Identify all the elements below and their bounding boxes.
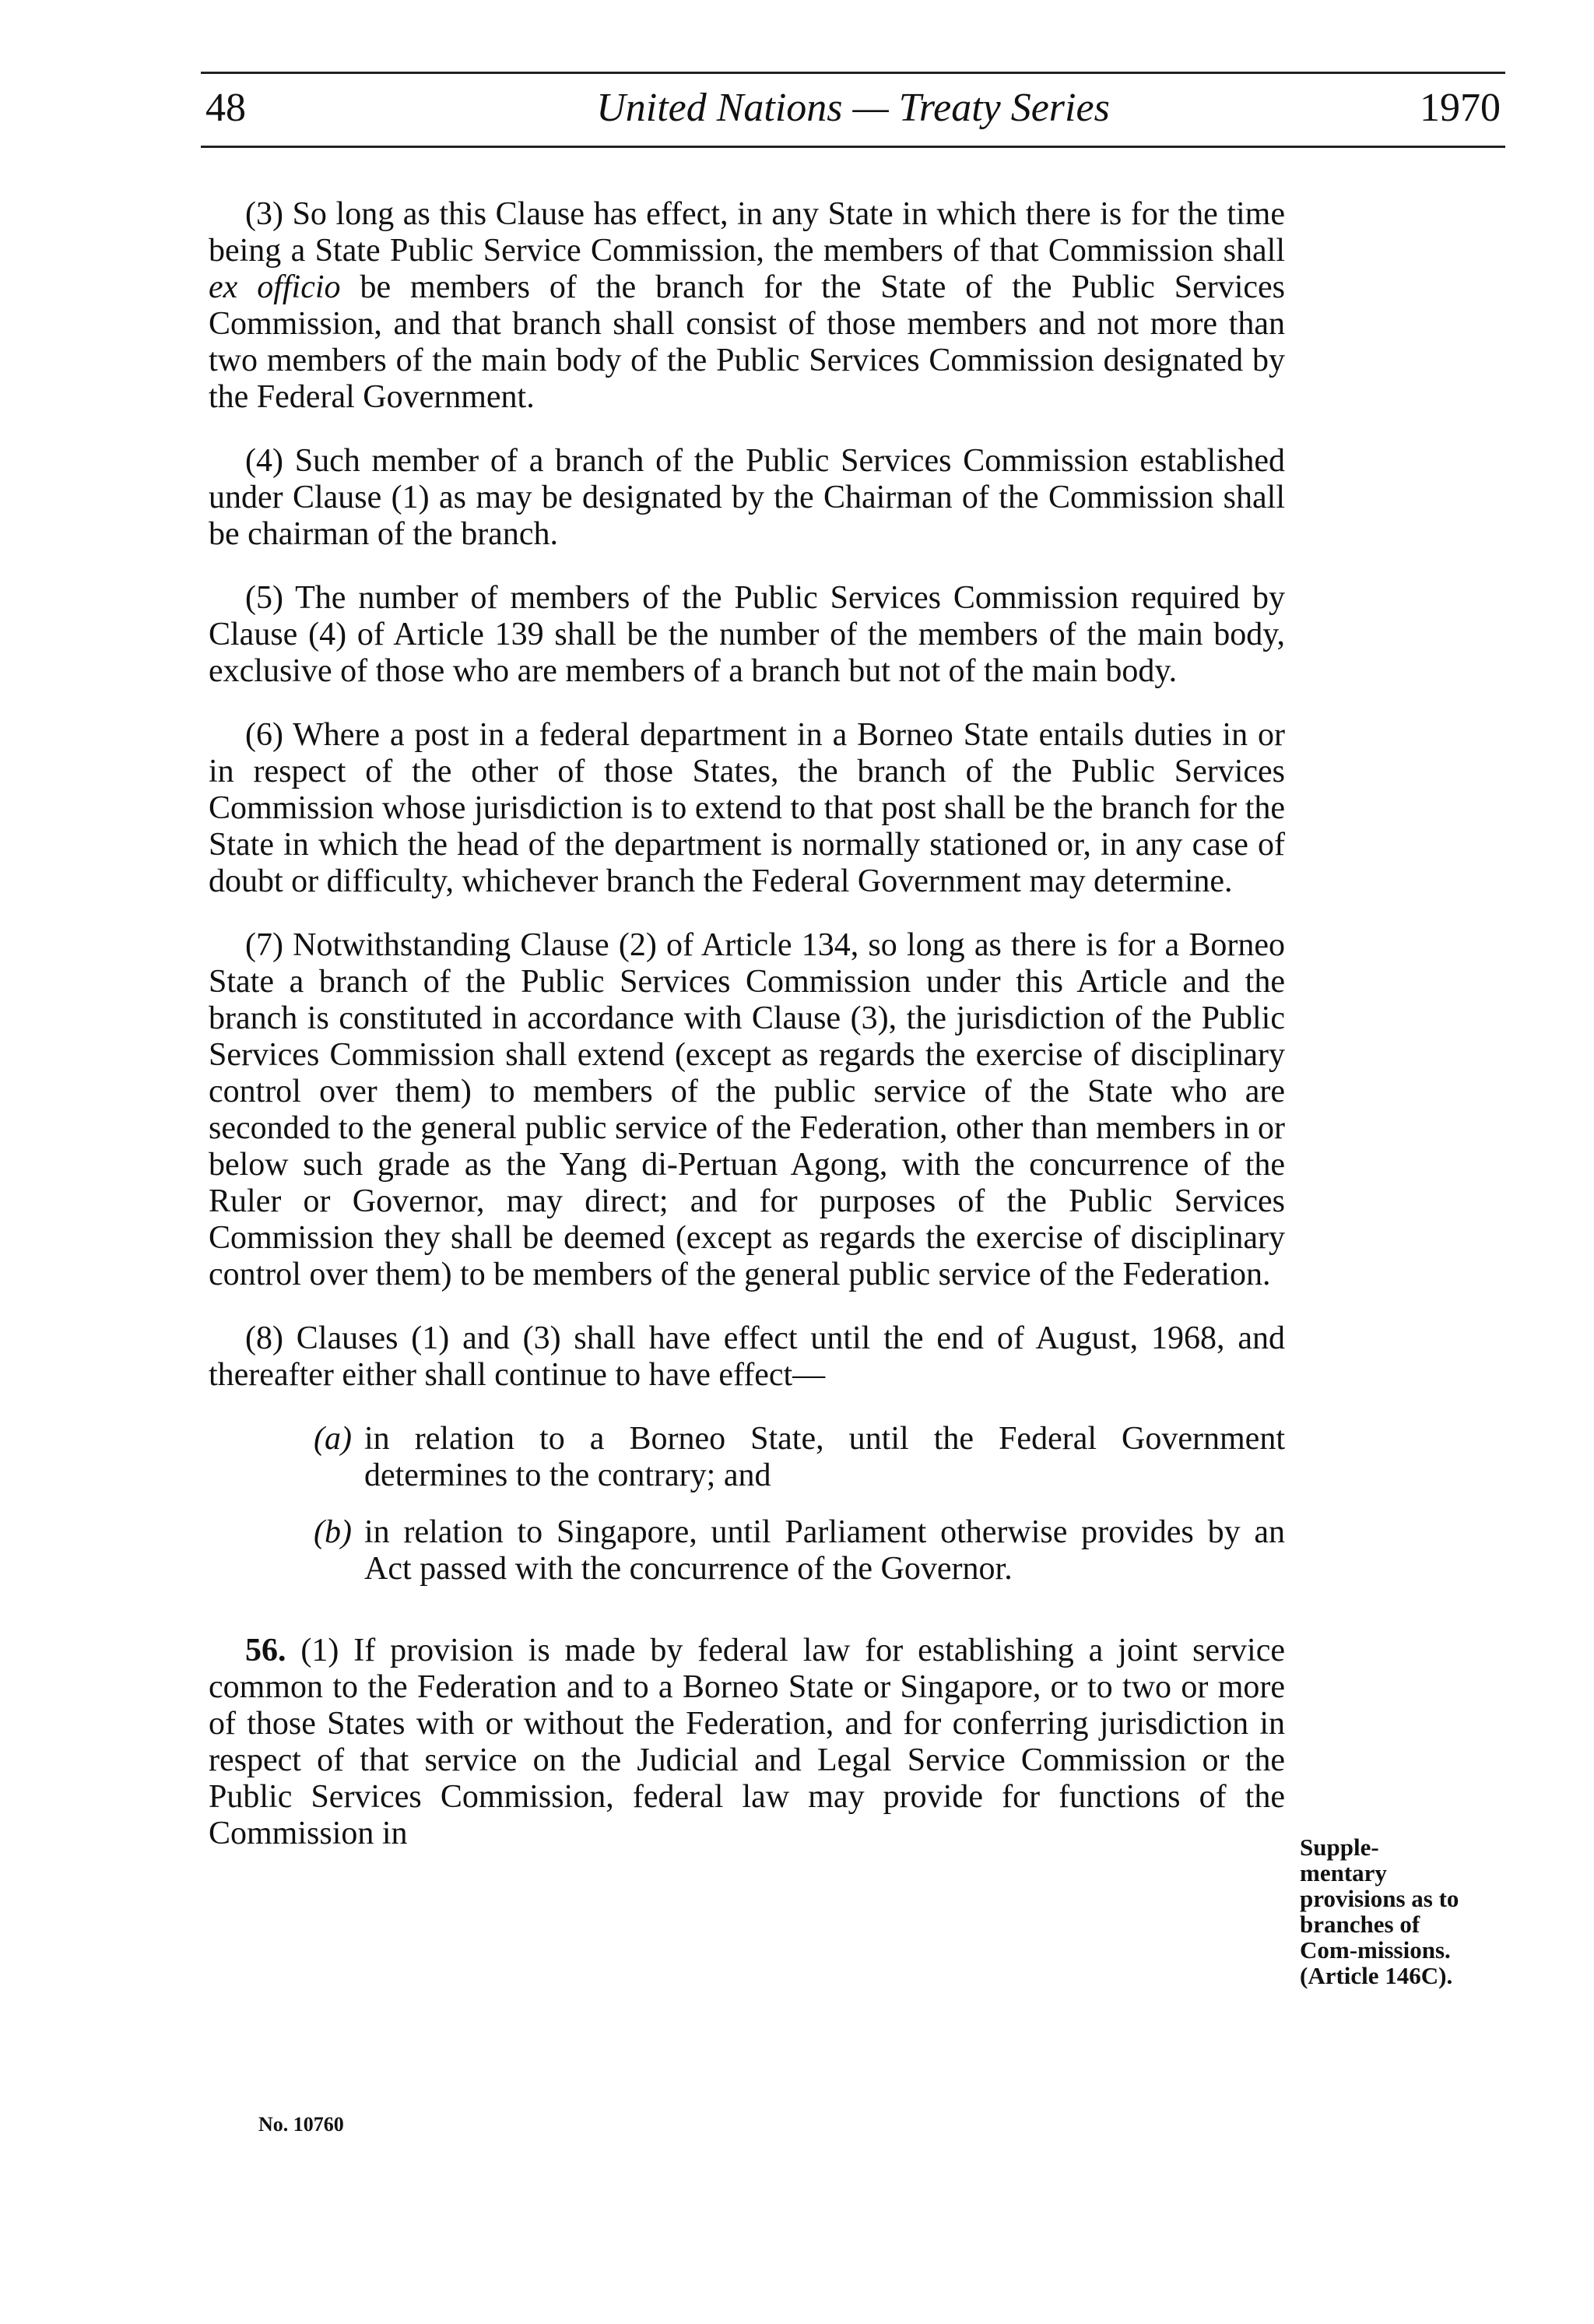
- footer-treaty-number: No. 10760: [258, 2113, 344, 2136]
- paragraph-8a-label: (a): [314, 1421, 352, 1457]
- paragraph-8b-label: (b): [314, 1514, 352, 1550]
- paragraph-8a-text: in relation to a Borneo State, until the Federal Government determines to the contrary; and: [364, 1421, 1285, 1493]
- paragraph-8a: [209, 1421, 1285, 1494]
- margin-note: Supple-mentary provisions as to branches of Com-missions. (Article 146C).: [1300, 1834, 1459, 1989]
- paragraph-8b: [209, 1514, 1285, 1587]
- document-body: [209, 196, 1285, 1879]
- section-56-text: (1) If provision is made by federal law for establishing a joint service common to the Federation and to a Borneo State or Singapore, or to two or more of those States with or without the Federation, and for conferring jurisdiction in respect of that service on the Judicial and Legal Service Commission or the Public Services Commission, federal law may provide for functions of the Commission in: [209, 1633, 1286, 1851]
- paragraph-3-text: (3) So long as this Clause has effect, in any State in which there is for the time being a State Public Service Commission, the members of that Commission shall: [209, 196, 1285, 269]
- paragraph-3: [209, 196, 1285, 416]
- ex-officio-term: ex officio: [209, 269, 341, 305]
- paragraph-4: (4) Such member of a branch of the Public Services Commission established under Clause (1) as may be designated by the Chairman of the Commission shall be chairman of the branch.: [209, 443, 1285, 552]
- header-year: 1970: [1420, 86, 1501, 130]
- paragraph-3-rest: be members of the branch for the State of the Public Services Commission, and that branch shall consist of those members and not more than two members of the main body of the Public Services Commission designated by the Federal Government.: [209, 269, 1286, 415]
- section-56-number: 56.: [245, 1633, 286, 1668]
- header-title: United Nations — Treaty Series: [596, 86, 1110, 130]
- section-56: [209, 1633, 1285, 1852]
- page-number: 48: [205, 86, 246, 130]
- paragraph-8: (8) Clauses (1) and (3) shall have effect until the end of August, 1968, and thereafter either shall continue to have effect—: [209, 1320, 1285, 1393]
- paragraph-8b-text: in relation to Singapore, until Parliament otherwise provides by an Act passed with the concurrence of the Governor.: [364, 1514, 1285, 1587]
- paragraph-7: (7) Notwithstanding Clause (2) of Article 134, so long as there is for a Borneo State a branch of the Public Services Commission under this Article and the branch is constituted in accordance with Clause (3), the jurisdiction of the Public Services Commission shall extend (except as regards the exercise of disciplinary control over them) to members of the public service of the State who are seconded to the general public service of the Federation, other than members in or below such grade as the Yang di-Pertuan Agong, with the concurrence of the Ruler or Governor, may direct; and for purposes of the Public Services Commission they shall be deemed (except as regards the exercise of disciplinary control over them) to be members of the general public service of the Federation.: [209, 927, 1285, 1292]
- running-header: [201, 72, 1505, 148]
- paragraph-5: (5) The number of members of the Public Services Commission required by Clause (4) of Article 139 shall be the number of the members of the main body, exclusive of those who are members of a branch but not of the main body.: [209, 580, 1285, 689]
- paragraph-6: (6) Where a post in a federal department in a Borneo State entails duties in or in respect of the other of those States, the branch of the Public Services Commission whose jurisdiction is to extend to that post shall be the branch for the State in which the head of the department is normally stationed or, in any case of doubt or difficulty, whichever branch the Federal Government may determine.: [209, 717, 1285, 899]
